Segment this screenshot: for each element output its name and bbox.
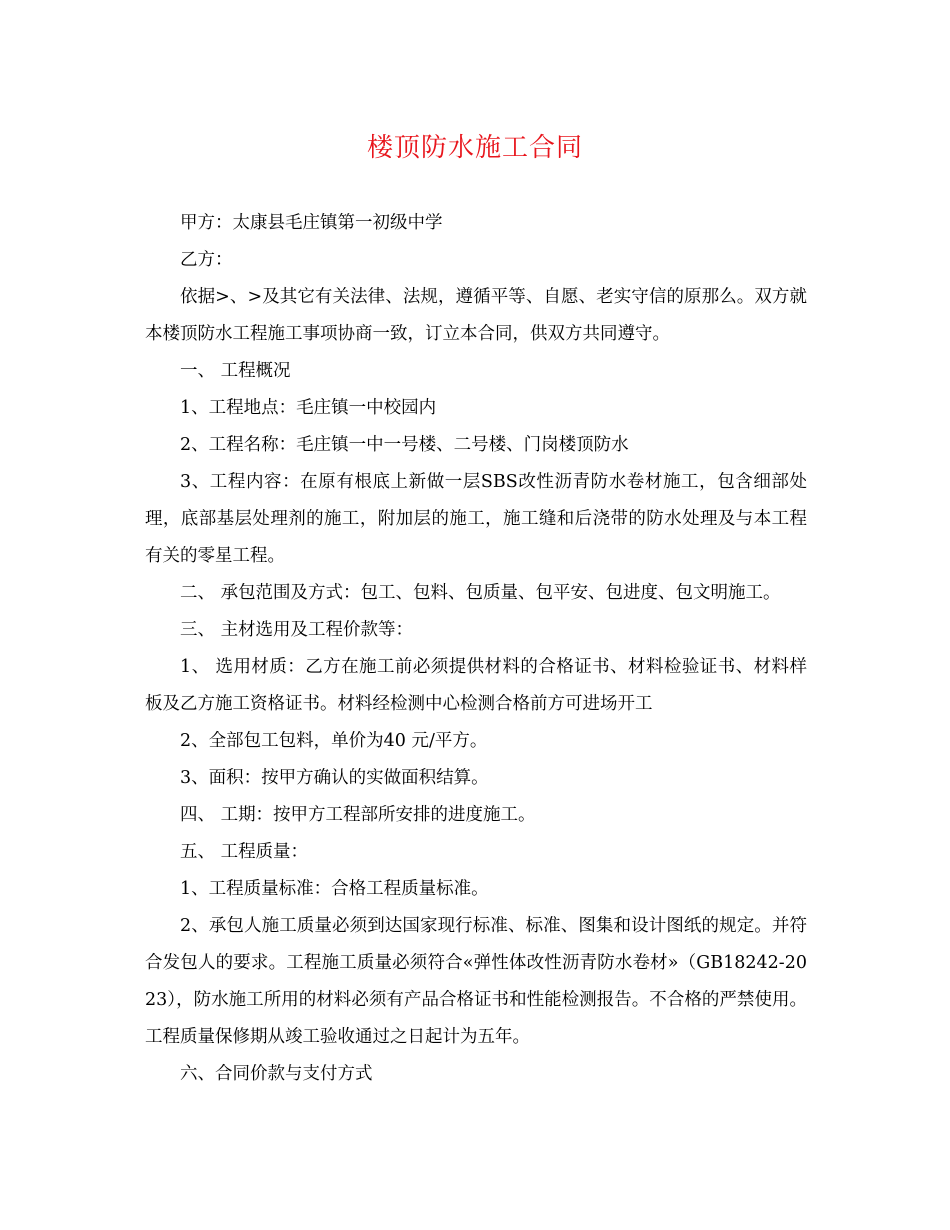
paragraph-quality-standard: 1、工程质量标准：合格工程质量标准。 (180, 879, 489, 899)
paragraph-project-name: 2、工程名称：毛庄镇一中一号楼、二号楼、门岗楼顶防水 (180, 435, 629, 455)
section-heading-project-overview: 一、 工程概况 (180, 361, 291, 381)
paragraph-project-content: 3、工程内容：在原有根底上新做一层SBS改性沥青防水卷材施工，包含细部处理，底部基层处理剂的施工，附加层的施工，施工缝和后浇带的防水处理及与本工程有关的零星工程。 (145, 472, 807, 566)
paragraph-unit-price: 2、全部包工包料，单价为40 元/平方。 (180, 731, 488, 751)
section-heading-quality: 五、 工程质量： (180, 842, 309, 862)
paragraph-area: 3、面积：按甲方确认的实做面积结算。 (180, 768, 489, 788)
paragraph-preamble: 依据>、>及其它有关法律、法规，遵循平等、自愿、老实守信的原那么。双方就本楼顶防水工程施工事项协商一致，订立本合同，供双方共同遵守。 (145, 287, 807, 344)
paragraph-material-selection: 1、 选用材质：乙方在施工前必须提供材料的合格证书、材料检验证书、材料样板及乙方施工资格证书。材料经检测中心检测合格前方可进场开工 (145, 657, 807, 714)
paragraph-party-b: 乙方： (180, 250, 233, 270)
paragraph-contract-scope: 二、 承包范围及方式：包工、包料、包质量、包平安、包进度、包文明施工。 (180, 583, 781, 603)
paragraph-schedule: 四、 工期：按甲方工程部所安排的进度施工。 (180, 805, 536, 825)
paragraph-project-location: 1、工程地点：毛庄镇一中校园内 (180, 398, 437, 418)
document-title: 楼顶防水施工合同 (366, 133, 583, 163)
section-heading-payment: 六、合同价款与支付方式 (180, 1064, 373, 1084)
paragraph-quality-requirements: 2、承包人施工质量必须到达国家现行标准、标准、图集和设计图纸的规定。并符合发包人的要求。工程施工质量必须符合«弹性体改性沥青防水卷材»（GB18242-2023），防水施工所用的材料必须有产品合格证书和性能检测报告。不合格的严禁使用。工程质量保修期从竣工验收通过之日起计为五年。 (145, 916, 807, 1047)
section-heading-materials-price: 三、 主材选用及工程价款等： (180, 620, 414, 640)
paragraph-party-a: 甲方：太康县毛庄镇第一初级中学 (180, 213, 443, 233)
document-body (145, 205, 807, 1093)
